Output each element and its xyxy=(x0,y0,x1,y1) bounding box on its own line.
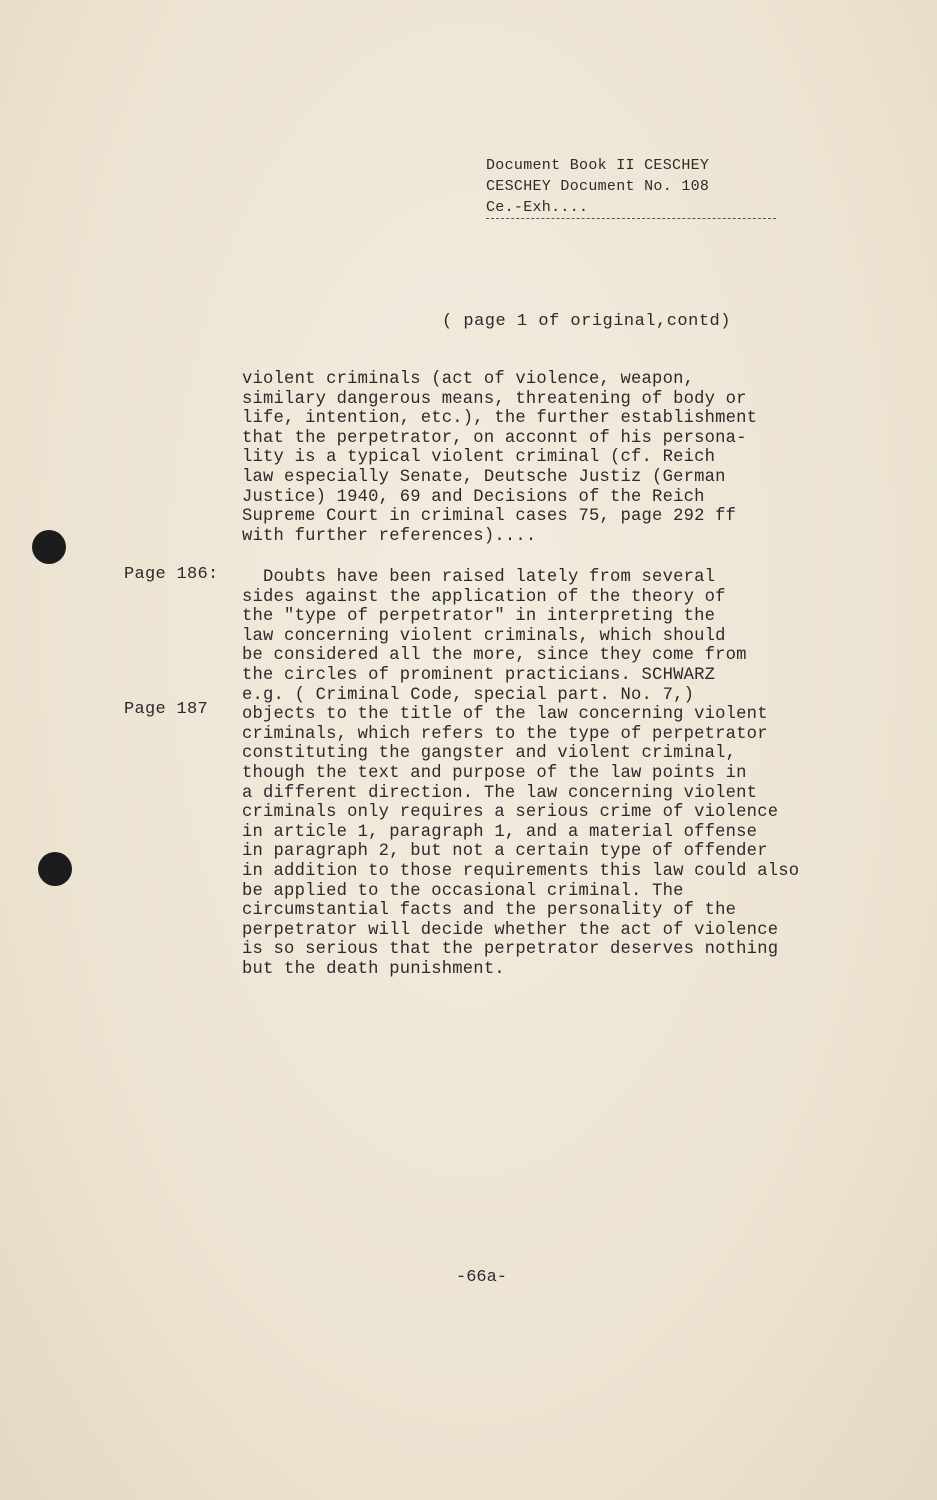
text-line: law concerning violent criminals, which should xyxy=(242,626,726,646)
text-line: in article 1, paragraph 1, and a material offense xyxy=(242,822,758,842)
continuation-note: ( page 1 of original,contd) xyxy=(442,312,731,331)
text-line: similary dangerous means, threatening of body or xyxy=(242,389,747,409)
text-line: circumstantial facts and the personality of the xyxy=(242,901,737,921)
text-line: sides against the application of the theory of xyxy=(242,587,726,607)
text-line: criminals, which refers to the type of perpetrator xyxy=(242,724,768,744)
header-exhibit: Ce.-Exh.... xyxy=(486,197,776,219)
text-line: but the death punishment. xyxy=(242,959,505,979)
margin-note-page-186: Page 186: xyxy=(124,565,219,584)
punch-hole-bottom xyxy=(38,852,72,886)
text-line: the "type of perpetrator" in interpreting the xyxy=(242,607,716,627)
text-line: a different direction. The law concerning violent xyxy=(242,783,758,803)
text-line: in paragraph 2, but not a certain type of offender xyxy=(242,842,768,862)
text-line: life, intention, etc.), the further establishment xyxy=(242,409,758,429)
paragraph-1 xyxy=(242,370,862,546)
text-line: law especially Senate, Deutsche Justiz (German xyxy=(242,467,726,487)
text-line: with further references).... xyxy=(242,526,537,546)
text-line: objects to the title of the law concerning violent xyxy=(242,705,768,725)
text-line: Doubts have been raised lately from several xyxy=(242,568,716,587)
text-line: in addition to those requirements this law could also xyxy=(242,861,800,881)
text-line: that the perpetrator, on acconnt of his persona- xyxy=(242,428,747,448)
page-number: -66a- xyxy=(456,1268,508,1287)
text-line: though the text and purpose of the law points in xyxy=(242,763,747,783)
punch-hole-top xyxy=(32,530,66,564)
text-line: Supreme Court in criminal cases 75, page 292 ff xyxy=(242,507,737,527)
text-line: be considered all the more, since they come from xyxy=(242,646,747,666)
paragraph-2 xyxy=(242,568,862,979)
text-line: criminals only requires a serious crime of violence xyxy=(242,803,779,823)
text-line: violent criminals (act of violence, weapon, xyxy=(242,370,695,389)
text-line: perpetrator will decide whether the act of violence xyxy=(242,920,779,940)
margin-note-page-187: Page 187 xyxy=(124,700,209,719)
text-line: is so serious that the perpetrator deserves nothing xyxy=(242,940,779,960)
text-line: lity is a typical violent criminal (cf. Reich xyxy=(242,448,716,468)
text-line: constituting the gangster and violent criminal, xyxy=(242,744,737,764)
text-line: the circles of prominent practicians. SCHWARZ xyxy=(242,665,716,685)
text-line: Justice) 1940, 69 and Decisions of the Reich xyxy=(242,487,705,507)
header-doc-number: CESCHEY Document No. 108 xyxy=(486,178,710,195)
text-line: be applied to the occasional criminal. The xyxy=(242,881,684,901)
header-doc-book: Document Book II CESCHEY xyxy=(486,157,710,174)
text-line: e.g. ( Criminal Code, special part. No. 7,) xyxy=(242,685,695,705)
document-header xyxy=(486,155,776,219)
